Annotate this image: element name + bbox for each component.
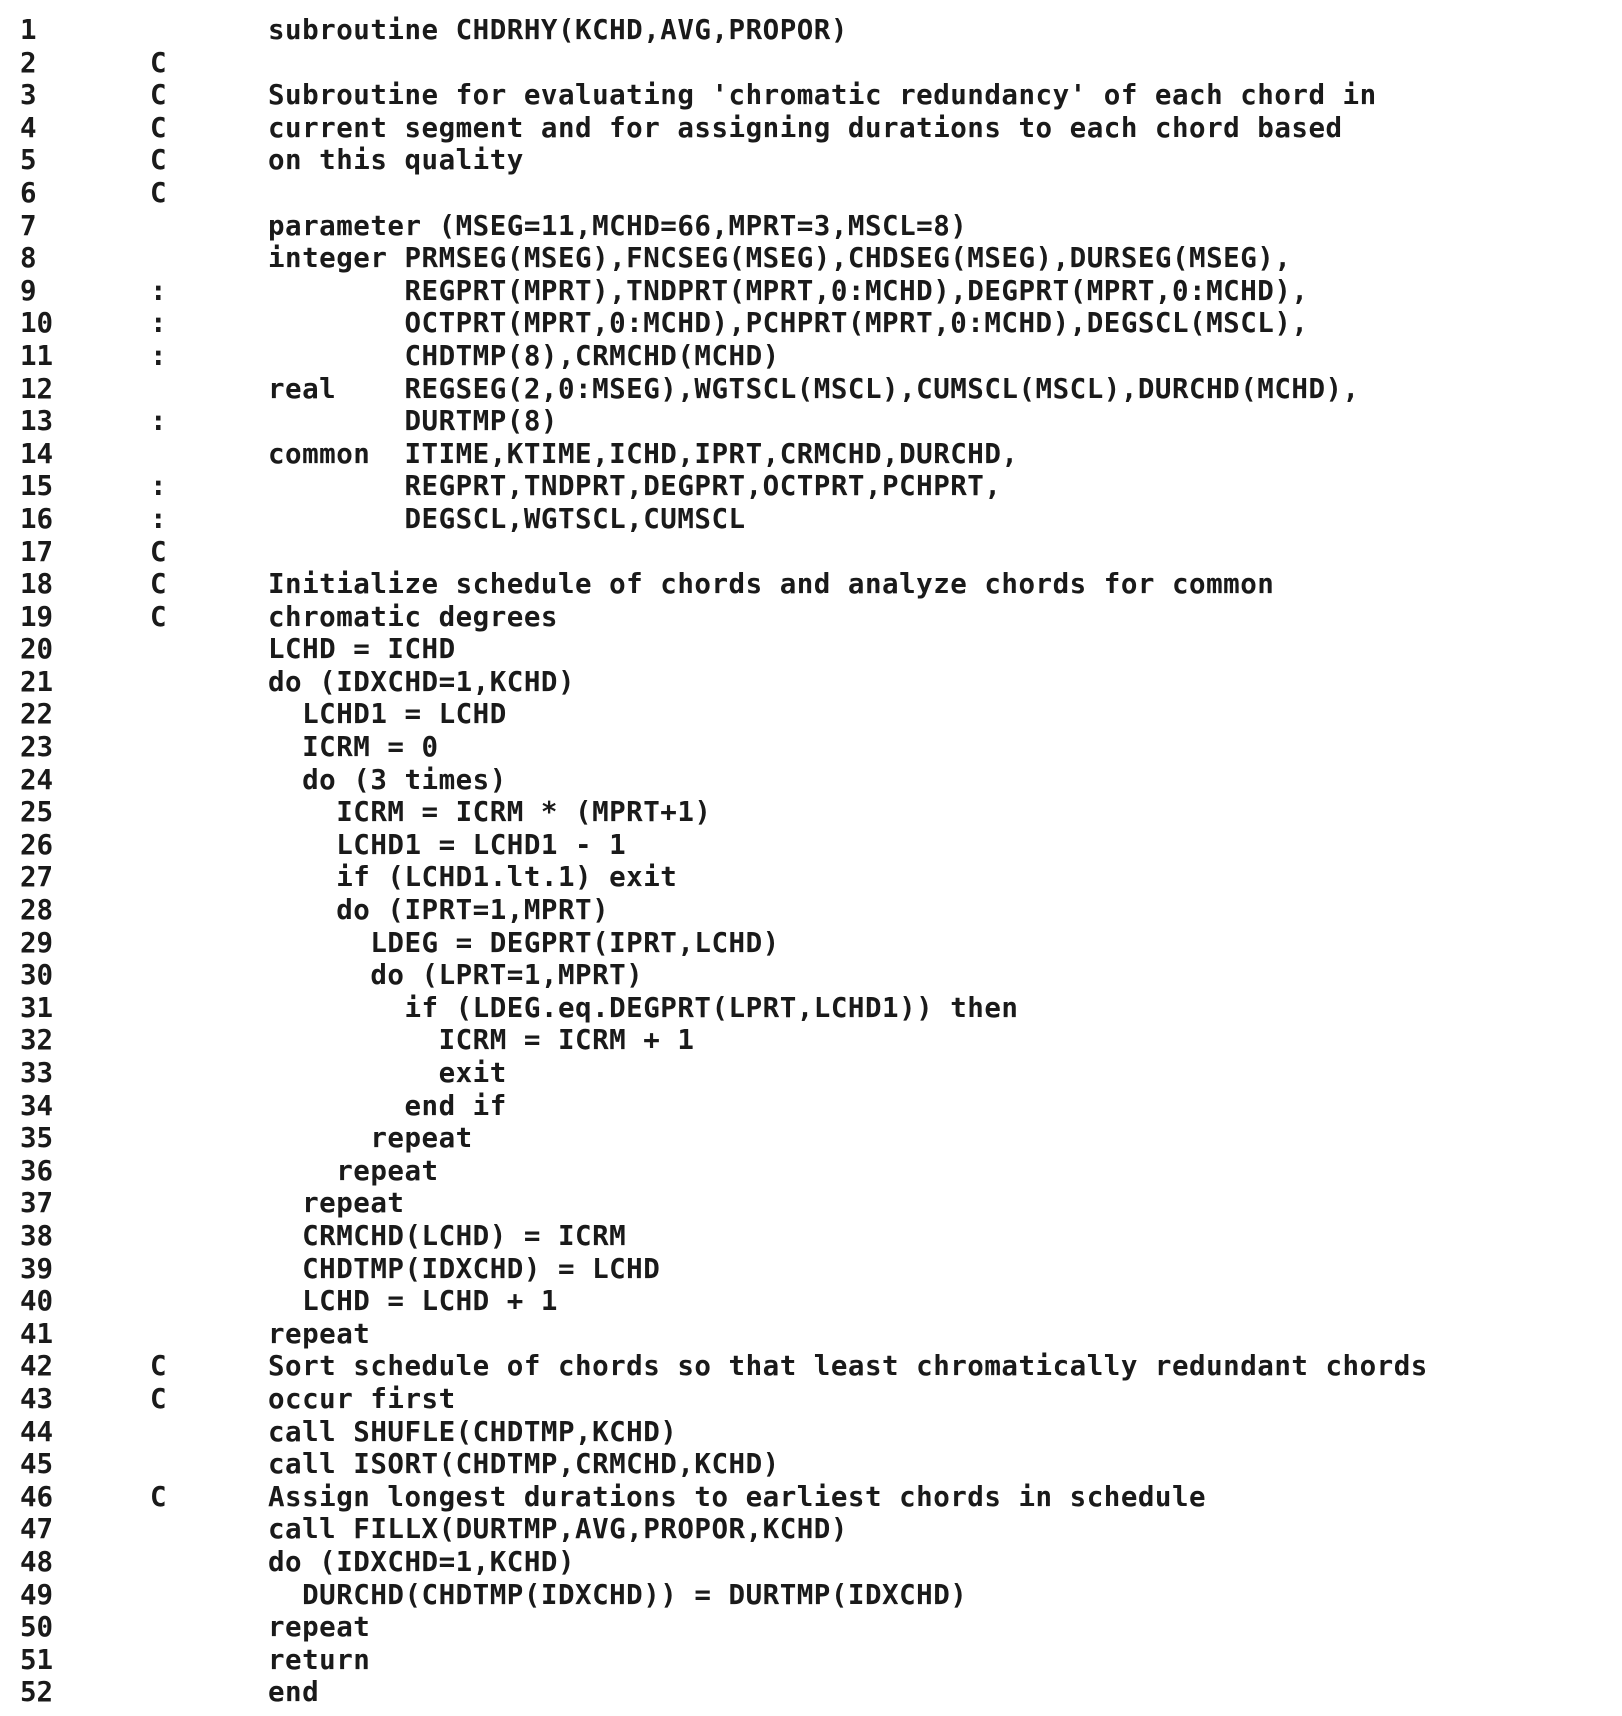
line-number: 3 xyxy=(20,79,37,112)
line-number: 16 xyxy=(20,502,54,535)
line-number: 36 xyxy=(20,1154,54,1187)
code-text: do (LPRT=1,MPRT) xyxy=(268,959,644,992)
code-line xyxy=(0,307,1622,340)
code-line xyxy=(0,1579,1622,1612)
comment-or-continuation-marker: C xyxy=(150,111,167,144)
code-text: call SHUFLE(CHDTMP,KCHD) xyxy=(268,1415,678,1448)
code-line xyxy=(0,14,1622,47)
line-number: 12 xyxy=(20,372,54,405)
code-line xyxy=(0,79,1622,112)
line-number: 33 xyxy=(20,1057,54,1089)
code-line xyxy=(0,1122,1622,1155)
line-number: 4 xyxy=(20,111,37,144)
line-number: 48 xyxy=(20,1545,54,1578)
line-number: 35 xyxy=(20,1122,54,1155)
code-line xyxy=(0,470,1622,503)
code-text: call FILLX(DURTMP,AVG,PROPOR,KCHD) xyxy=(268,1513,848,1546)
code-text: common ITIME,KTIME,ICHD,IPRT,CRMCHD,DURCHD, xyxy=(268,437,1019,470)
line-number: 23 xyxy=(20,731,54,764)
line-number: 24 xyxy=(20,763,54,796)
line-number: 51 xyxy=(20,1643,54,1676)
code-line xyxy=(0,1644,1622,1677)
code-text: DEGSCL,WGTSCL,CUMSCL xyxy=(268,502,746,535)
line-number: 38 xyxy=(20,1219,54,1252)
code-text: Sort schedule of chords so that least chromatically redundant chords xyxy=(268,1350,1428,1383)
comment-or-continuation-marker: C xyxy=(150,79,167,112)
line-number: 34 xyxy=(20,1089,54,1122)
code-line xyxy=(0,405,1622,438)
code-line xyxy=(0,1481,1622,1514)
code-line xyxy=(0,829,1622,862)
line-number: 40 xyxy=(20,1285,54,1318)
line-number: 18 xyxy=(20,568,54,601)
code-text: call ISORT(CHDTMP,CRMCHD,KCHD) xyxy=(268,1448,780,1481)
code-text: do (3 times) xyxy=(268,763,507,796)
code-text: end xyxy=(268,1676,320,1709)
code-line xyxy=(0,1024,1622,1057)
code-line xyxy=(0,144,1622,177)
line-number: 39 xyxy=(20,1252,54,1285)
code-text: ICRM = 0 xyxy=(268,731,439,764)
comment-or-continuation-marker: : xyxy=(150,307,167,340)
line-number: 44 xyxy=(20,1415,54,1448)
code-line xyxy=(0,731,1622,764)
line-number: 42 xyxy=(20,1350,54,1383)
code-text: repeat xyxy=(268,1317,371,1350)
code-line xyxy=(0,568,1622,601)
code-line xyxy=(0,1057,1622,1090)
line-number: 47 xyxy=(20,1513,54,1546)
code-line xyxy=(0,666,1622,699)
line-number: 6 xyxy=(20,176,37,209)
code-line xyxy=(0,210,1622,243)
code-line xyxy=(0,1285,1622,1318)
comment-or-continuation-marker: : xyxy=(150,405,167,438)
code-line xyxy=(0,861,1622,894)
code-text: chromatic degrees xyxy=(268,600,558,633)
line-number: 9 xyxy=(20,274,37,307)
code-line xyxy=(0,1383,1622,1416)
line-number: 27 xyxy=(20,861,54,894)
code-line xyxy=(0,1513,1622,1546)
code-text: DURCHD(CHDTMP(IDXCHD)) = DURTMP(IDXCHD) xyxy=(268,1578,968,1611)
line-number: 50 xyxy=(20,1611,54,1644)
line-number: 26 xyxy=(20,828,54,861)
code-text: CRMCHD(LCHD) = ICRM xyxy=(268,1219,627,1252)
code-text: REGPRT,TNDPRT,DEGPRT,OCTPRT,PCHPRT, xyxy=(268,470,1002,503)
comment-or-continuation-marker: C xyxy=(150,46,167,79)
code-line xyxy=(0,601,1622,634)
code-text: REGPRT(MPRT),TNDPRT(MPRT,0:MCHD),DEGPRT(MPRT,0:MCHD), xyxy=(268,274,1309,307)
line-number: 46 xyxy=(20,1480,54,1513)
code-line xyxy=(0,1416,1622,1449)
comment-or-continuation-marker: C xyxy=(150,1382,167,1415)
code-line xyxy=(0,992,1622,1025)
code-text: if (LCHD1.lt.1) exit xyxy=(268,861,678,894)
comment-or-continuation-marker: : xyxy=(150,339,167,372)
line-number: 17 xyxy=(20,535,54,568)
code-line xyxy=(0,438,1622,471)
line-number: 5 xyxy=(20,144,37,177)
comment-or-continuation-marker: : xyxy=(150,274,167,307)
comment-or-continuation-marker: C xyxy=(150,1480,167,1513)
line-number: 22 xyxy=(20,698,54,731)
code-text: subroutine CHDRHY(KCHD,AVG,PROPOR) xyxy=(268,14,848,46)
code-line xyxy=(0,503,1622,536)
line-number: 28 xyxy=(20,894,54,927)
code-text: real REGSEG(2,0:MSEG),WGTSCL(MSCL),CUMSCL(MSCL),DURCHD(MCHD), xyxy=(268,372,1360,405)
line-number: 10 xyxy=(20,307,54,340)
comment-or-continuation-marker: C xyxy=(150,535,167,568)
line-number: 31 xyxy=(20,991,54,1024)
code-text: LCHD = LCHD + 1 xyxy=(268,1285,558,1318)
line-number: 21 xyxy=(20,665,54,698)
code-text: return xyxy=(268,1643,371,1676)
comment-or-continuation-marker: C xyxy=(150,176,167,209)
code-text: integer PRMSEG(MSEG),FNCSEG(MSEG),CHDSEG(MSEG),DURSEG(MSEG), xyxy=(268,242,1292,275)
line-number: 7 xyxy=(20,209,37,242)
code-text: do (IPRT=1,MPRT) xyxy=(268,894,610,927)
line-number: 32 xyxy=(20,1024,54,1057)
comment-or-continuation-marker: C xyxy=(150,144,167,177)
line-number: 45 xyxy=(20,1448,54,1481)
line-number: 30 xyxy=(20,959,54,992)
comment-or-continuation-marker: : xyxy=(150,470,167,503)
code-line xyxy=(0,275,1622,308)
code-text: Subroutine for evaluating 'chromatic redundancy' of each chord in xyxy=(268,79,1377,112)
line-number: 1 xyxy=(20,14,37,46)
line-number: 43 xyxy=(20,1382,54,1415)
line-number: 19 xyxy=(20,600,54,633)
code-text: occur first xyxy=(268,1382,456,1415)
code-line xyxy=(0,340,1622,373)
line-number: 20 xyxy=(20,633,54,666)
code-listing xyxy=(0,14,1622,1709)
code-line xyxy=(0,1253,1622,1286)
code-line xyxy=(0,1611,1622,1644)
code-line xyxy=(0,1090,1622,1123)
code-line xyxy=(0,242,1622,275)
code-line xyxy=(0,177,1622,210)
code-line xyxy=(0,1220,1622,1253)
code-text: current segment and for assigning durations to each chord based xyxy=(268,111,1343,144)
code-text: LCHD1 = LCHD1 - 1 xyxy=(268,828,627,861)
code-line xyxy=(0,927,1622,960)
code-line xyxy=(0,959,1622,992)
code-line xyxy=(0,894,1622,927)
line-number: 49 xyxy=(20,1578,54,1611)
code-line xyxy=(0,112,1622,145)
code-line xyxy=(0,1155,1622,1188)
code-text: CHDTMP(8),CRMCHD(MCHD) xyxy=(268,339,780,372)
line-number: 37 xyxy=(20,1187,54,1220)
line-number: 29 xyxy=(20,926,54,959)
comment-or-continuation-marker: C xyxy=(150,568,167,601)
code-text: repeat xyxy=(268,1611,371,1644)
code-text: Initialize schedule of chords and analyze chords for common xyxy=(268,568,1275,601)
line-number: 8 xyxy=(20,242,37,275)
line-number: 11 xyxy=(20,339,54,372)
line-number: 41 xyxy=(20,1317,54,1350)
code-text: do (IDXCHD=1,KCHD) xyxy=(268,1545,576,1578)
code-line xyxy=(0,796,1622,829)
line-number: 14 xyxy=(20,437,54,470)
code-text: ICRM = ICRM * (MPRT+1) xyxy=(268,796,712,829)
code-text: repeat xyxy=(268,1187,405,1220)
code-line xyxy=(0,1318,1622,1351)
code-text: LDEG = DEGPRT(IPRT,LCHD) xyxy=(268,926,780,959)
code-line xyxy=(0,1187,1622,1220)
code-text: exit xyxy=(268,1057,507,1089)
code-text: ICRM = ICRM + 1 xyxy=(268,1024,695,1057)
code-line xyxy=(0,633,1622,666)
code-text: Assign longest durations to earliest chords in schedule xyxy=(268,1480,1207,1513)
code-line xyxy=(0,47,1622,80)
comment-or-continuation-marker: C xyxy=(150,1350,167,1383)
code-text: repeat xyxy=(268,1154,439,1187)
code-line xyxy=(0,373,1622,406)
code-line xyxy=(0,1676,1622,1709)
code-text: repeat xyxy=(268,1122,473,1155)
code-line xyxy=(0,764,1622,797)
line-number: 2 xyxy=(20,46,37,79)
code-line xyxy=(0,536,1622,569)
code-line xyxy=(0,1448,1622,1481)
code-text: parameter (MSEG=11,MCHD=66,MPRT=3,MSCL=8) xyxy=(268,209,968,242)
code-line xyxy=(0,1350,1622,1383)
code-text: do (IDXCHD=1,KCHD) xyxy=(268,665,576,698)
code-text: LCHD1 = LCHD xyxy=(268,698,507,731)
code-line xyxy=(0,1546,1622,1579)
line-number: 52 xyxy=(20,1676,54,1709)
code-line xyxy=(0,698,1622,731)
line-number: 15 xyxy=(20,470,54,503)
line-number: 13 xyxy=(20,405,54,438)
code-text: CHDTMP(IDXCHD) = LCHD xyxy=(268,1252,661,1285)
comment-or-continuation-marker: C xyxy=(150,600,167,633)
code-text: DURTMP(8) xyxy=(268,405,558,438)
code-text: end if xyxy=(268,1089,507,1122)
line-number: 25 xyxy=(20,796,54,829)
code-text: OCTPRT(MPRT,0:MCHD),PCHPRT(MPRT,0:MCHD),DEGSCL(MSCL), xyxy=(268,307,1309,340)
comment-or-continuation-marker: : xyxy=(150,502,167,535)
code-text: if (LDEG.eq.DEGPRT(LPRT,LCHD1)) then xyxy=(268,991,1019,1024)
code-text: LCHD = ICHD xyxy=(268,633,456,666)
code-text: on this quality xyxy=(268,144,524,177)
